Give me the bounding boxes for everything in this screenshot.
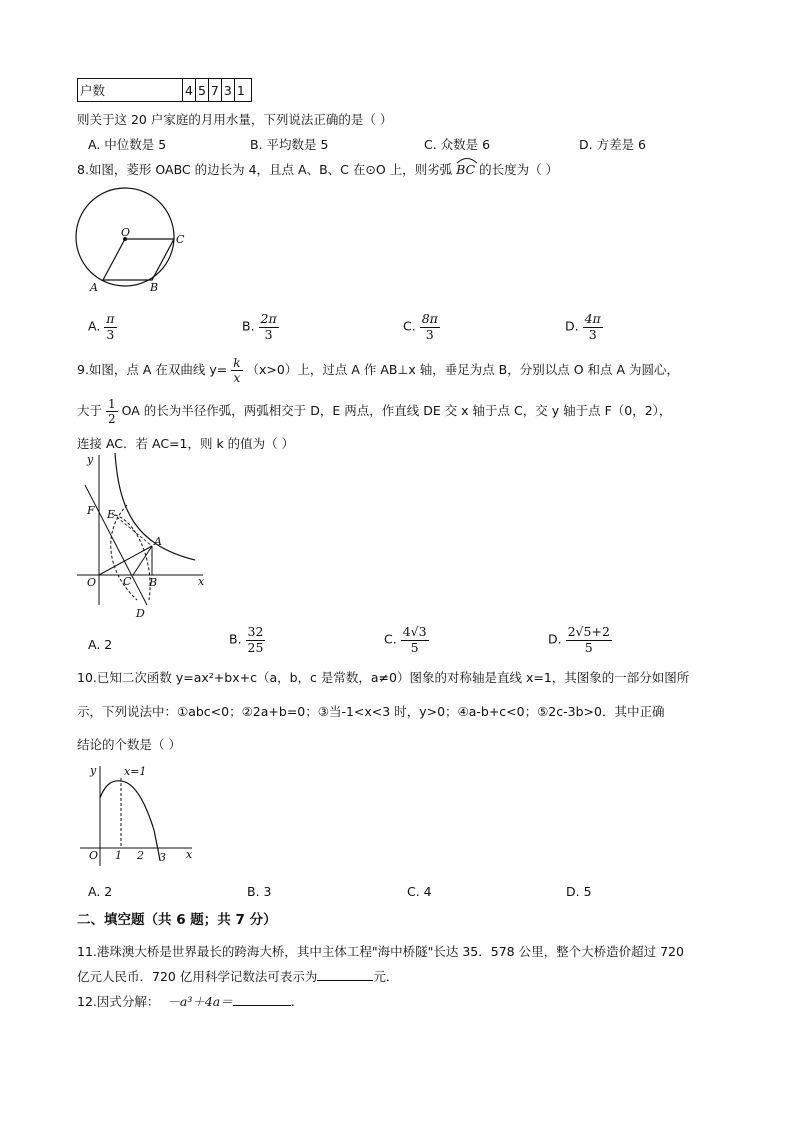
label-b: B [149, 576, 158, 589]
arc-label: BC [456, 162, 476, 177]
label-x-eq-1: x=1 [124, 765, 147, 778]
q8-figure [70, 185, 200, 300]
label-c: C [123, 575, 132, 588]
household-table [77, 78, 252, 102]
label-a: A [90, 281, 98, 294]
q9-option-d: D. $\frac{2√5+2}{5}$ [548, 624, 610, 655]
q7-option-b: B. 平均数是 5 [250, 137, 329, 152]
q12-line: 12.因式分解： －a³＋4a＝ . [77, 994, 295, 1009]
q7-option-a: A. 中位数是 5 [88, 137, 167, 152]
q10-option-a: A. 2 [88, 884, 113, 899]
q9-option-c: C. $\frac{4√3}{5}$ [384, 624, 427, 655]
arc-mark-icon [456, 156, 478, 164]
table-cell: 7 [208, 79, 221, 102]
q7-option-d: D. 方差是 6 [579, 137, 646, 152]
section-heading: 二、填空题（共 6 题；共 7 分） [77, 912, 277, 928]
q7-stem: 则关于这 20 户家庭的月用水量，下列说法正确的是（ ） [77, 112, 393, 127]
segment-ac [133, 546, 152, 575]
label-b: B [150, 281, 159, 294]
answer-blank[interactable] [317, 970, 373, 981]
tick-1: 1 [115, 849, 122, 862]
label-x: x [198, 575, 205, 588]
label-o: O [89, 849, 99, 862]
table-cell: 3 [221, 79, 234, 102]
q9-option-b: B. $\frac{32}{25}$ [229, 624, 264, 655]
label-c: C [176, 233, 185, 246]
label-f: F [87, 504, 95, 517]
q10-option-d: D. 5 [566, 884, 592, 899]
q8-stem-b: 的长度为（ ） [479, 162, 559, 177]
q8-stem-a: 8.如图，菱形 OABC 的边长为 4，且点 A、B、C 在⊙O 上，则劣弧 [77, 162, 453, 177]
table-label: 户数 [78, 79, 183, 102]
label-d: D [136, 607, 145, 620]
tick-3: 3 [159, 851, 166, 864]
table-cell: 4 [183, 79, 196, 102]
segment-oa [99, 546, 152, 575]
q12-expression: －a³＋4a＝ [167, 994, 233, 1009]
q9-line1: 9.如图，点 A 在双曲线 y= $\frac{k}{x}$ （x>0）上，过点 A 作 AB⊥x 轴，垂足为点 B，分别以点 O 和点 A 为圆心， [77, 356, 680, 385]
label-x: x [186, 848, 193, 861]
tick-2: 2 [137, 849, 144, 862]
q10-line1: 10.已知二次函数 y=ax²+bx+c（a，b，c 是常数，a≠0）图象的对称轴是直线 x=1，其图象的一部分如图所 [77, 670, 690, 685]
q8-option-d: D. $\frac{4\pi}{3}$ [565, 311, 601, 342]
answer-blank[interactable] [233, 995, 291, 1006]
q9-option-a: A. 2 [88, 637, 113, 652]
arc-bc [456, 160, 475, 177]
q8-option-b: B. $\frac{2\pi}{3}$ [242, 311, 277, 342]
table-cell: 5 [195, 79, 208, 102]
q9-figure [75, 450, 215, 625]
q9-line2: 大于 $\frac{1}{2}$ OA 的长为半径作弧，两弧相交于 D，E 两点，作直线 DE 交 x 轴于点 C，交 y 轴于点 F（0，2）， [77, 397, 672, 426]
q11-line2: 亿元人民币．720 亿用科学记数法可表示为 元． [77, 969, 399, 984]
q10-option-b: B. 3 [247, 884, 272, 899]
q10-figure [78, 760, 198, 870]
q8-stem [77, 160, 558, 178]
label-e: E [107, 508, 116, 521]
label-y: y [87, 453, 94, 466]
q10-option-c: C. 4 [407, 884, 432, 899]
q8-option-a: A. $\frac{\pi}{3}$ [88, 311, 115, 342]
q9-line3: 连接 AC．若 AC=1，则 k 的值为（ ） [77, 436, 295, 451]
q11-line1: 11.港珠澳大桥是世界最长的跨海大桥，其中主体工程"海中桥隧"长达 35．578 公里，整个大桥造价超过 720 [77, 944, 684, 959]
label-o: O [121, 226, 131, 239]
label-y: y [90, 764, 97, 777]
label-o: O [87, 576, 97, 589]
q7-option-c: C. 众数是 6 [424, 137, 491, 152]
q8-option-c: C. $\frac{8\pi}{3}$ [403, 311, 438, 342]
q10-line3: 结论的个数是（ ） [77, 737, 181, 752]
rhombus [103, 239, 174, 280]
q10-line2: 示，下列说法中：①abc<0；②2a+b=0；③当-1<x<3 时，y>0；④a-b+c<0；⑤2c-3b>0．其中正确 [77, 704, 665, 719]
label-a: A [154, 535, 162, 548]
table-cell: 1 [234, 79, 251, 102]
